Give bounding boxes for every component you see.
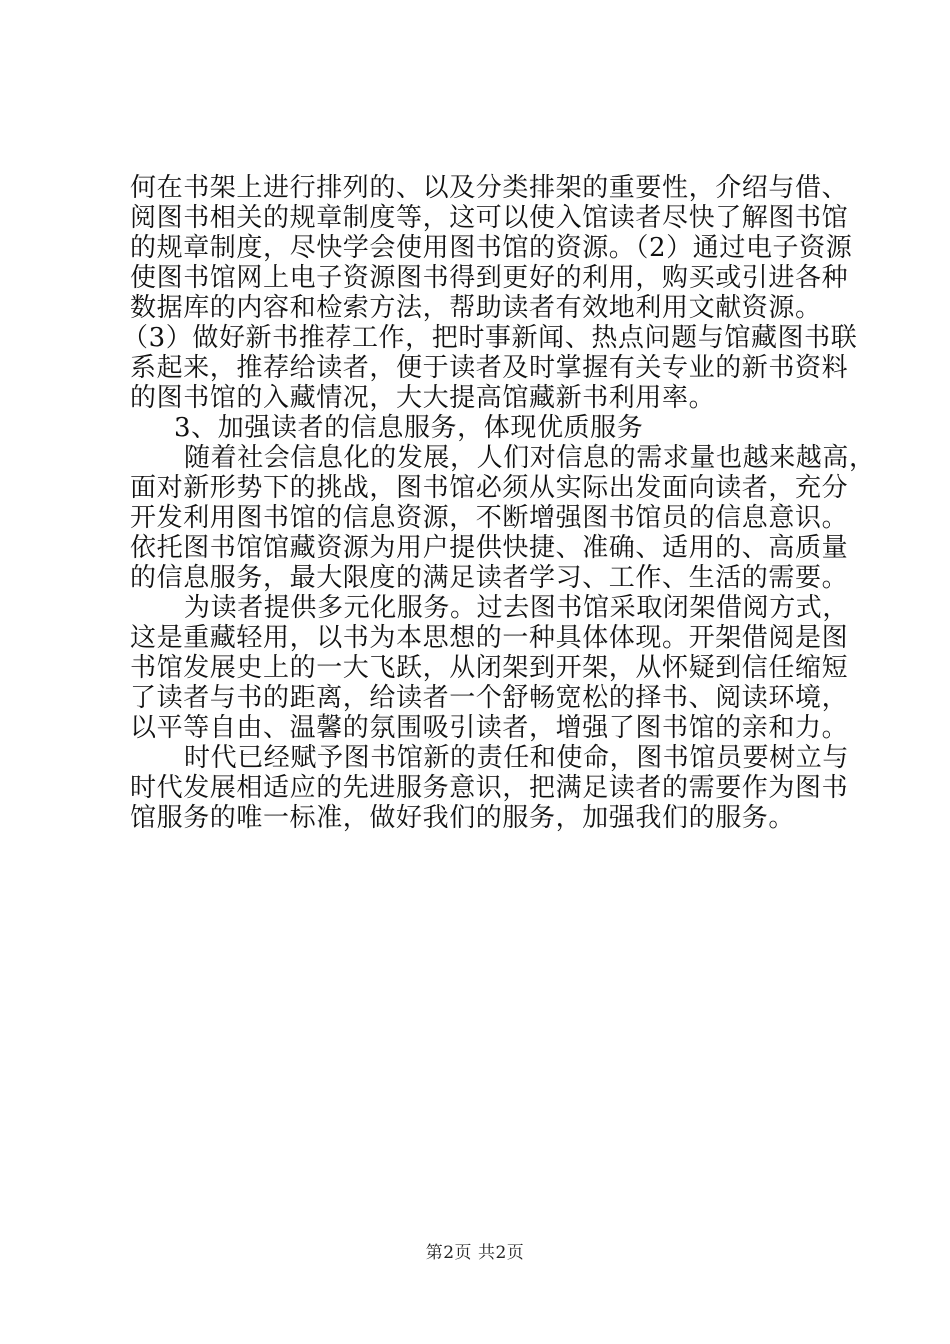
section-heading: 3、加强读者的信息服务，体现优质服务 — [174, 413, 644, 443]
text-line: 数据库的内容和检索方法，帮助读者有效地利用文献资源。 — [130, 293, 822, 323]
text-line: 使图书馆网上电子资源图书得到更好的利用，购买或引进各种 — [130, 263, 849, 293]
text-line: （3）做好新书推荐工作，把时事新闻、热点问题与馆藏图书联 — [122, 323, 858, 353]
text-line: 系起来，推荐给读者，便于读者及时掌握有关专业的新书资料 — [130, 353, 849, 383]
text-line: 的规章制度，尽快学会使用图书馆的资源。（2）通过电子资源 — [130, 233, 853, 263]
text-line: 时代已经赋予图书馆新的责任和使命，图书馆员要树立与 — [184, 743, 850, 773]
document-body — [122, 173, 876, 833]
text-line: 时代发展相适应的先进服务意识，把满足读者的需要作为图书 — [130, 773, 849, 803]
text-line: 开发利用图书馆的信息资源，不断增强图书馆员的信息意识。 — [130, 503, 849, 533]
text-line: 的信息服务，最大限度的满足读者学习、工作、生活的需要。 — [130, 563, 849, 593]
text-line: 的图书馆的入藏情况，大大提高馆藏新书利用率。 — [130, 383, 716, 413]
text-line: 随着社会信息化的发展，人们对信息的需求量也越来越高， — [184, 443, 876, 473]
text-line: 面对新形势下的挑战，图书馆必须从实际出发面向读者，充分 — [130, 473, 849, 503]
text-line: 馆服务的唯一标准，做好我们的服务，加强我们的服务。 — [130, 803, 796, 833]
text-line: 这是重藏轻用，以书为本思想的一种具体体现。开架借阅是图 — [130, 623, 849, 653]
text-line: 何在书架上进行排列的、以及分类排架的重要性，介绍与借、 — [130, 173, 849, 203]
text-line: 了读者与书的距离，给读者一个舒畅宽松的择书、阅读环境， — [130, 683, 849, 713]
text-line: 书馆发展史上的一大飞跃，从闭架到开架，从怀疑到信任缩短 — [130, 653, 849, 683]
text-line: 以平等自由、温馨的氛围吸引读者，增强了图书馆的亲和力。 — [130, 713, 849, 743]
text-line: 阅图书相关的规章制度等，这可以使入馆读者尽快了解图书馆 — [130, 203, 849, 233]
text-line: 依托图书馆馆藏资源为用户提供快捷、准确、适用的、高质量 — [130, 533, 849, 563]
page-number-footer: 第2页 共2页 — [425, 1243, 525, 1263]
text-line: 为读者提供多元化服务。过去图书馆采取闭架借阅方式， — [184, 593, 850, 623]
